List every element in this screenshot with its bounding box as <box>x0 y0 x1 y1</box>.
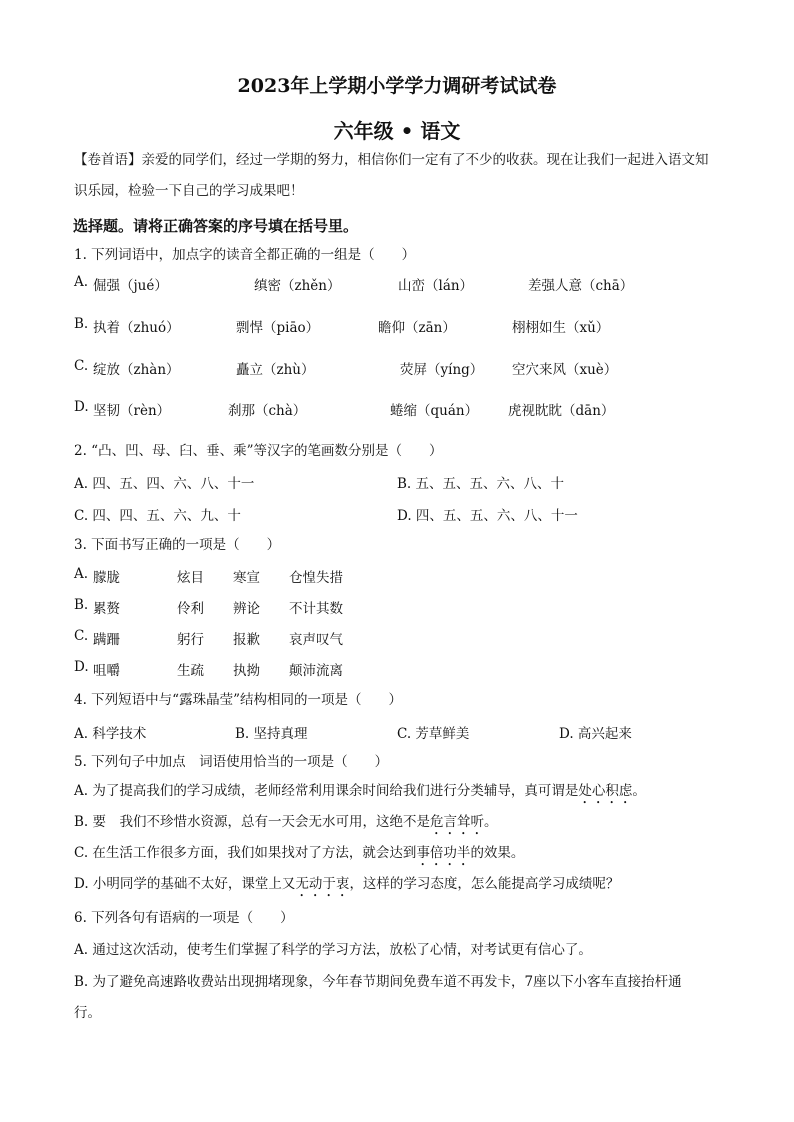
intro-line-2: 识乐园，检验一下自己的学习成果吧！ <box>74 183 304 199</box>
option-item: 栩栩如生（xǔ） <box>512 320 610 336</box>
option-item: 朦胧 <box>93 570 120 586</box>
option-item: 虎视眈眈（dān） <box>508 403 615 419</box>
option-item: 坚韧（rèn） <box>93 403 171 419</box>
dotted-word: 处心积虑 <box>578 783 633 799</box>
q6-option-b-line-2: 行。 <box>74 1005 101 1021</box>
q4-stem: 4. 下列短语中与“露珠晶莹”结构相同的一项是（ ） <box>74 692 402 708</box>
dotted-word: 无动于衷 <box>295 876 350 892</box>
option-item: 哀声叹气 <box>289 632 343 648</box>
q5-option-a <box>74 781 646 807</box>
option-item: 不计其数 <box>289 601 343 617</box>
option-item: 蜷缩（quán） <box>390 403 479 419</box>
option-item: 空穴来风（xuè） <box>512 362 618 378</box>
option-label: A. <box>74 274 89 290</box>
q4-option-d: D. 高兴起来 <box>559 726 632 742</box>
q4-option-a: A. 科学技术 <box>74 726 147 742</box>
option-item: 剽悍（piāo） <box>236 320 320 336</box>
option-item: 荧屏（yíng） <box>400 362 484 378</box>
q5-option-b <box>74 812 498 838</box>
option-item: 伶利 <box>177 601 204 617</box>
q5-stem: 5. 下列句子中加点 词语使用恰当的一项是（ ） <box>74 754 389 770</box>
q3-stem: 3. 下面书写正确的一项是（ ） <box>74 537 281 553</box>
option-label: B. <box>74 316 89 332</box>
option-label: A. <box>74 566 89 582</box>
option-item: 仓惶失措 <box>289 570 343 586</box>
sentence-text: 。 <box>632 783 646 799</box>
q2-option-c: C. 四、四、五、六、九、十 <box>74 508 241 524</box>
option-item: 生疏 <box>177 663 204 679</box>
sentence-text: D. 小明同学的基础不太好，课堂上又 <box>74 876 296 892</box>
sentence-text: A. 为了提高我们的学习成绩，老师经常利用课余时间给我们进行分类辅导，真可谓是 <box>74 783 579 799</box>
q2-stem: 2. “凸、凹、母、臼、垂、乘”等汉字的笔画数分别是（ ） <box>74 443 443 459</box>
intro-line-1: 【卷首语】亲爱的同学们，经过一学期的努力，相信你们一定有了不少的收获。现在让我们一起进入语文知 <box>74 152 709 168</box>
option-item: 炫目 <box>177 570 204 586</box>
option-item: 执着（zhuó） <box>93 320 180 336</box>
q5-option-d <box>74 874 619 900</box>
exam-subtitle: 六年级 • 语文 <box>333 119 461 143</box>
option-item: 倔强（jué） <box>93 278 168 294</box>
option-item: 刹那（chà） <box>228 403 307 419</box>
sentence-text: B. 要 我们不珍惜水资源，总有一天会无水可用，这绝不是 <box>74 814 431 830</box>
dotted-word: 危言耸听 <box>430 814 485 830</box>
option-item: 瞻仰（zān） <box>378 320 456 336</box>
q6-option-a: A. 通过这次活动，使考生们掌握了科学的学习方法，放松了心情，对考试更有信心了。 <box>74 942 592 958</box>
option-label: C. <box>74 628 89 644</box>
option-item: 执拗 <box>233 663 260 679</box>
sentence-text: 。 <box>484 814 498 830</box>
section-heading: 选择题。请将正确答案的序号填在括号里。 <box>73 217 359 235</box>
option-item: 蹒跚 <box>93 632 120 648</box>
q5-option-c <box>74 843 524 869</box>
option-item: 差强人意（chā） <box>528 278 634 294</box>
q4-option-b: B. 坚持真理 <box>235 726 308 742</box>
option-label: B. <box>74 597 89 613</box>
sentence-text: C. 在生活工作很多方面，我们如果找对了方法，就会达到 <box>74 845 417 861</box>
option-item: 累赘 <box>93 601 120 617</box>
option-item: 躬行 <box>177 632 204 648</box>
option-item: 山峦（lán） <box>398 278 474 294</box>
q6-option-b-line-1: B. 为了避免高速路收费站出现拥堵现象，今年春节期间免费车道不再发卡，7座以下小客车直接抬杆通 <box>74 974 682 990</box>
q2-option-a: A. 四、五、四、六、八、十一 <box>74 476 255 492</box>
q2-option-b: B. 五、五、五、六、八、十 <box>397 476 565 492</box>
sentence-text: ，这样的学习态度，怎么能提高学习成绩呢？ <box>349 876 620 892</box>
option-item: 辨论 <box>233 601 260 617</box>
option-item: 寒宣 <box>233 570 260 586</box>
dotted-word: 事倍功半 <box>416 845 471 861</box>
q2-option-d: D. 四、五、五、六、八、十一 <box>397 508 578 524</box>
exam-title: 2023年上学期小学学力调研考试试卷 <box>237 75 557 97</box>
option-item: 绽放（zhàn） <box>93 362 180 378</box>
option-item: 矗立（zhù） <box>236 362 315 378</box>
q1-stem: 1. 下列词语中，加点字的读音全都正确的一组是（ ） <box>74 247 416 263</box>
option-item: 颠沛流离 <box>289 663 343 679</box>
option-label: D. <box>74 399 89 415</box>
sentence-text: 的效果。 <box>470 845 525 861</box>
option-label: C. <box>74 358 89 374</box>
option-item: 咀嚼 <box>93 663 120 679</box>
option-label: D. <box>74 659 89 675</box>
q4-option-c: C. 芳草鲜美 <box>397 726 470 742</box>
option-item: 缜密（zhěn） <box>254 278 341 294</box>
q6-stem: 6. 下列各句有语病的一项是（ ） <box>74 910 294 926</box>
option-item: 报歉 <box>233 632 260 648</box>
